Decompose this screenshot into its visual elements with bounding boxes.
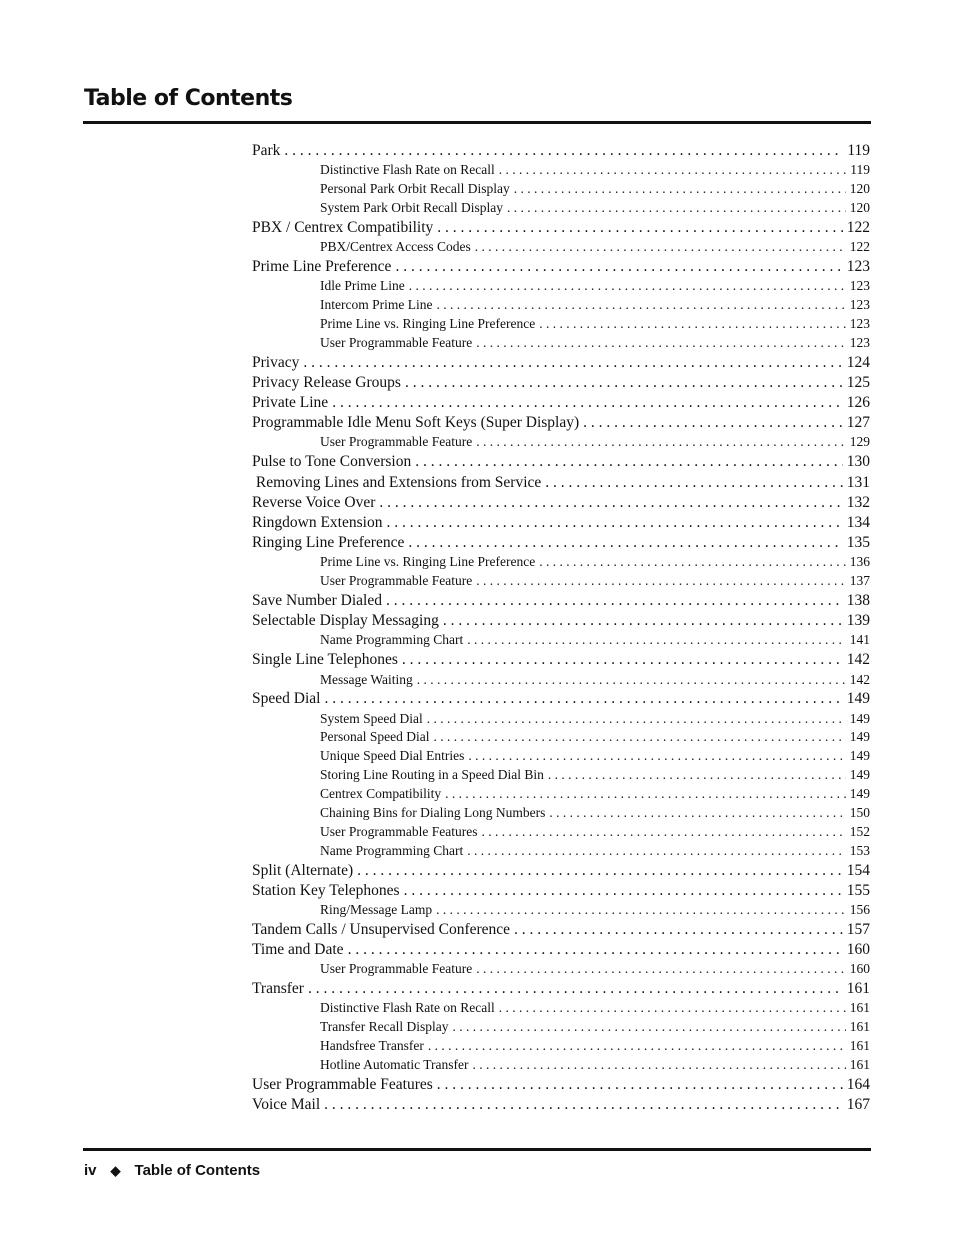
toc-entry[interactable] [252, 473, 870, 493]
toc-entry-page: 156 [849, 902, 870, 918]
dot-leader [467, 842, 846, 861]
dot-leader [324, 689, 842, 709]
toc-entry-page: 124 [846, 353, 870, 371]
dot-leader [549, 804, 845, 823]
toc-entry-page: 161 [849, 1038, 870, 1054]
dot-leader [386, 591, 843, 611]
toc-entry[interactable] [252, 493, 870, 513]
diamond-icon: ◆ [110, 1162, 121, 1178]
dot-leader [415, 452, 843, 472]
toc-entry-page: 152 [849, 823, 870, 839]
toc-entry-page: 137 [849, 573, 870, 589]
toc-subentry[interactable] [252, 1018, 870, 1037]
dot-leader [404, 881, 843, 901]
toc-entry-page: 130 [846, 453, 870, 471]
dot-leader [545, 473, 842, 493]
dot-leader [324, 1095, 843, 1115]
toc-entry[interactable] [252, 1075, 870, 1095]
dot-leader [499, 999, 846, 1018]
toc-entry-page: 122 [846, 218, 870, 236]
toc-subentry[interactable] [252, 671, 870, 690]
toc-entry-label: Transfer Recall Display [320, 1019, 449, 1035]
dot-leader [417, 671, 846, 690]
toc-entry-page: 136 [849, 554, 870, 570]
toc-entry[interactable] [252, 218, 870, 238]
toc-entry-label: Split (Alternate) [252, 861, 354, 879]
toc-entry-page: 160 [846, 941, 870, 959]
toc-subentry[interactable] [252, 842, 870, 861]
dot-leader [468, 747, 845, 766]
toc-entry-label: Ringdown Extension [252, 513, 383, 531]
toc-entry[interactable] [252, 861, 870, 881]
toc-entry-label: Programmable Idle Menu Soft Keys (Super Display) [252, 414, 580, 432]
toc-entry[interactable] [252, 257, 870, 277]
toc-entry-page: 149 [849, 786, 870, 802]
toc-subentry[interactable] [252, 785, 870, 804]
toc-entry[interactable] [252, 533, 870, 553]
toc-entry-label: Transfer [252, 980, 304, 998]
toc-subentry[interactable] [252, 999, 870, 1018]
dot-leader [386, 513, 842, 533]
page-title: Table of Contents [84, 86, 293, 111]
toc-entry-page: 142 [846, 651, 870, 669]
toc-entry-label: User Programmable Feature [320, 434, 473, 450]
toc-entry-page: 123 [846, 257, 870, 275]
toc-entry-page: 154 [846, 861, 870, 879]
toc-entry-label: PBX/Centrex Access Codes [320, 239, 471, 255]
toc-entry-page: 161 [849, 1019, 870, 1035]
toc-entry-page: 161 [846, 980, 870, 998]
dot-leader [443, 611, 843, 631]
toc-entry-page: 123 [849, 315, 870, 331]
toc-entry-page: 161 [849, 1057, 870, 1073]
toc-entry-label: Time and Date [252, 941, 344, 959]
toc-entry-label: Personal Speed Dial [320, 729, 430, 745]
toc-entry-label: Ring/Message Lamp [320, 902, 433, 918]
toc-entry-page: 127 [846, 414, 870, 432]
dot-leader [357, 861, 843, 881]
dot-leader [436, 901, 846, 920]
toc-entry-page: 141 [849, 632, 870, 648]
toc-entry-label: Personal Park Orbit Recall Display [320, 181, 510, 197]
page-footer [84, 1162, 260, 1179]
toc-entry-label: User Programmable Features [320, 823, 478, 839]
toc-entry[interactable] [252, 513, 870, 533]
toc-entry-label: Distinctive Flash Rate on Recall [320, 162, 495, 178]
dot-leader [348, 940, 843, 960]
toc-entry[interactable] [252, 920, 870, 940]
toc-subentry[interactable] [252, 180, 870, 199]
toc-entry[interactable] [252, 591, 870, 611]
toc-entry-page: 167 [846, 1096, 870, 1114]
toc-entry-label: Tandem Calls / Unsupervised Conference [252, 920, 511, 938]
toc-entry-page: 131 [846, 473, 870, 491]
dot-leader [539, 315, 846, 334]
toc-subentry[interactable] [252, 747, 870, 766]
bottom-divider [83, 1148, 871, 1151]
toc-subentry[interactable] [252, 710, 870, 729]
dot-leader [539, 553, 846, 572]
dot-leader [433, 728, 845, 747]
dot-leader [409, 277, 846, 296]
dot-leader [284, 141, 843, 161]
toc-entry-page: 160 [849, 961, 870, 977]
toc-entry-label: User Programmable Features [252, 1075, 433, 1093]
dot-leader [475, 238, 846, 257]
toc-subentry[interactable] [252, 901, 870, 920]
dot-leader [481, 823, 845, 842]
dot-leader [303, 353, 842, 373]
toc-subentry[interactable] [252, 823, 870, 842]
toc-entry-page: 150 [849, 805, 870, 821]
toc-subentry[interactable] [252, 315, 870, 334]
dot-leader [379, 493, 842, 513]
toc-entry[interactable] [252, 413, 870, 433]
toc-entry-page: 132 [846, 493, 870, 511]
dot-leader [437, 218, 842, 238]
toc-entry-page: 153 [849, 842, 870, 858]
dot-leader [476, 334, 846, 353]
toc-list [252, 141, 870, 1115]
toc-entry-label: Message Waiting [320, 671, 413, 687]
toc-entry-label: Speed Dial [252, 690, 321, 708]
toc-entry-label: Chaining Bins for Dialing Long Numbers [320, 805, 546, 821]
dot-leader [427, 710, 846, 729]
toc-subentry[interactable] [252, 199, 870, 218]
toc-entry-page: 149 [849, 767, 870, 783]
toc-entry[interactable] [252, 611, 870, 631]
dot-leader [476, 433, 846, 452]
toc-entry-label: Intercom Prime Line [320, 297, 433, 313]
toc-entry-page: 134 [846, 513, 870, 531]
toc-entry-label: Private Line [252, 394, 329, 412]
toc-subentry[interactable] [252, 433, 870, 452]
dot-leader [408, 533, 842, 553]
toc-entry[interactable] [252, 141, 870, 161]
toc-entry-label: Privacy Release Groups [252, 373, 401, 391]
toc-entry[interactable] [252, 881, 870, 901]
toc-entry[interactable] [252, 1095, 870, 1115]
dot-leader [445, 785, 846, 804]
toc-subentry[interactable] [252, 1037, 870, 1056]
dot-leader [514, 920, 843, 940]
toc-entry-page: 120 [849, 199, 870, 215]
toc-entry[interactable] [252, 353, 870, 373]
toc-entry-label: System Park Orbit Recall Display [320, 199, 503, 215]
toc-entry-label: Selectable Display Messaging [252, 612, 439, 630]
toc-entry-label: Idle Prime Line [320, 278, 405, 294]
toc-entry-label: User Programmable Feature [320, 573, 473, 589]
toc-subentry[interactable] [252, 334, 870, 353]
toc-entry-label: Handsfree Transfer [320, 1038, 424, 1054]
dot-leader [402, 650, 843, 670]
toc-entry[interactable] [252, 940, 870, 960]
toc-entry-label: Removing Lines and Extensions from Service [252, 473, 542, 491]
toc-entry[interactable] [252, 393, 870, 413]
dot-leader [308, 979, 843, 999]
toc-entry-page: 126 [846, 394, 870, 412]
toc-entry-page: 120 [849, 181, 870, 197]
toc-entry[interactable] [252, 689, 870, 709]
toc-entry-label: User Programmable Feature [320, 334, 473, 350]
toc-entry-label: Ringing Line Preference [252, 534, 405, 552]
toc-entry-label: Save Number Dialed [252, 592, 382, 610]
toc-entry-page: 119 [850, 162, 870, 178]
toc-entry-label: Centrex Compatibility [320, 786, 442, 802]
dot-leader [437, 1075, 843, 1095]
toc-entry-label: Pulse to Tone Conversion [252, 453, 412, 471]
toc-entry-page: 122 [849, 239, 870, 255]
toc-entry-label: Name Programming Chart [320, 842, 464, 858]
dot-leader [476, 960, 846, 979]
toc-entry-label: Name Programming Chart [320, 632, 464, 648]
toc-entry-label: User Programmable Feature [320, 961, 473, 977]
toc-entry-label: Prime Line vs. Ringing Line Preference [320, 315, 536, 331]
toc-entry-page: 164 [846, 1075, 870, 1093]
toc-entry-label: Prime Line Preference [252, 257, 392, 275]
toc-subentry[interactable] [252, 766, 870, 785]
toc-entry-label: Station Key Telephones [252, 881, 400, 899]
toc-entry-label: Privacy [252, 353, 300, 371]
toc-subentry[interactable] [252, 238, 870, 257]
toc-entry-page: 149 [846, 690, 870, 708]
footer-page-number: iv [84, 1162, 97, 1179]
toc-entry-page: 129 [849, 434, 870, 450]
dot-leader [405, 373, 843, 393]
toc-entry-label: System Speed Dial [320, 710, 423, 726]
toc-entry-page: 139 [846, 612, 870, 630]
toc-subentry[interactable] [252, 277, 870, 296]
toc-entry-page: 138 [846, 592, 870, 610]
toc-entry-page: 155 [846, 881, 870, 899]
toc-entry-page: 149 [849, 710, 870, 726]
toc-subentry[interactable] [252, 960, 870, 979]
toc-entry-page: 149 [849, 748, 870, 764]
toc-entry-page: 123 [849, 297, 870, 313]
dot-leader [507, 199, 846, 218]
dot-leader [583, 413, 843, 433]
footer-section-title: Table of Contents [134, 1162, 261, 1179]
toc-subentry[interactable] [252, 572, 870, 591]
toc-entry-page: 125 [846, 373, 870, 391]
toc-entry-page: 123 [849, 334, 870, 350]
toc-entry-label: Prime Line vs. Ringing Line Preference [320, 554, 536, 570]
toc-entry-page: 149 [849, 729, 870, 745]
dot-leader [452, 1018, 845, 1037]
toc-entry-page: 161 [849, 1000, 870, 1016]
toc-entry[interactable] [252, 979, 870, 999]
toc-entry[interactable] [252, 373, 870, 393]
toc-subentry[interactable] [252, 804, 870, 823]
dot-leader [514, 180, 846, 199]
toc-entry-page: 142 [849, 671, 870, 687]
toc-entry-label: Park [252, 142, 281, 159]
dot-leader [332, 393, 843, 413]
toc-entry-label: Single Line Telephones [252, 651, 398, 669]
toc-subentry[interactable] [252, 631, 870, 650]
toc-entry-page: 123 [849, 278, 870, 294]
toc-entry-page: 157 [846, 920, 870, 938]
toc-subentry[interactable] [252, 553, 870, 572]
dot-leader [467, 631, 846, 650]
toc-entry-label: Storing Line Routing in a Speed Dial Bin [320, 767, 544, 783]
dot-leader [428, 1037, 846, 1056]
dot-leader [476, 572, 846, 591]
toc-entry-label: Voice Mail [252, 1096, 321, 1114]
top-divider [83, 121, 871, 124]
toc-entry[interactable] [252, 452, 870, 472]
dot-leader [499, 161, 847, 180]
toc-entry-label: Unique Speed Dial Entries [320, 748, 465, 764]
toc-entry-page: 119 [847, 142, 870, 159]
toc-entry-label: PBX / Centrex Compatibility [252, 218, 434, 236]
toc-subentry[interactable] [252, 161, 870, 180]
toc-entry-label: Reverse Voice Over [252, 493, 376, 511]
toc-entry[interactable] [252, 650, 870, 670]
toc-entry-page: 135 [846, 534, 870, 552]
dot-leader [548, 766, 846, 785]
toc-subentry[interactable] [252, 728, 870, 747]
dot-leader [436, 296, 845, 315]
toc-subentry[interactable] [252, 296, 870, 315]
dot-leader [395, 257, 842, 277]
toc-subentry[interactable] [252, 1056, 870, 1075]
dot-leader [473, 1056, 846, 1075]
toc-entry-label: Distinctive Flash Rate on Recall [320, 1000, 495, 1016]
toc-entry-label: Hotline Automatic Transfer [320, 1057, 469, 1073]
